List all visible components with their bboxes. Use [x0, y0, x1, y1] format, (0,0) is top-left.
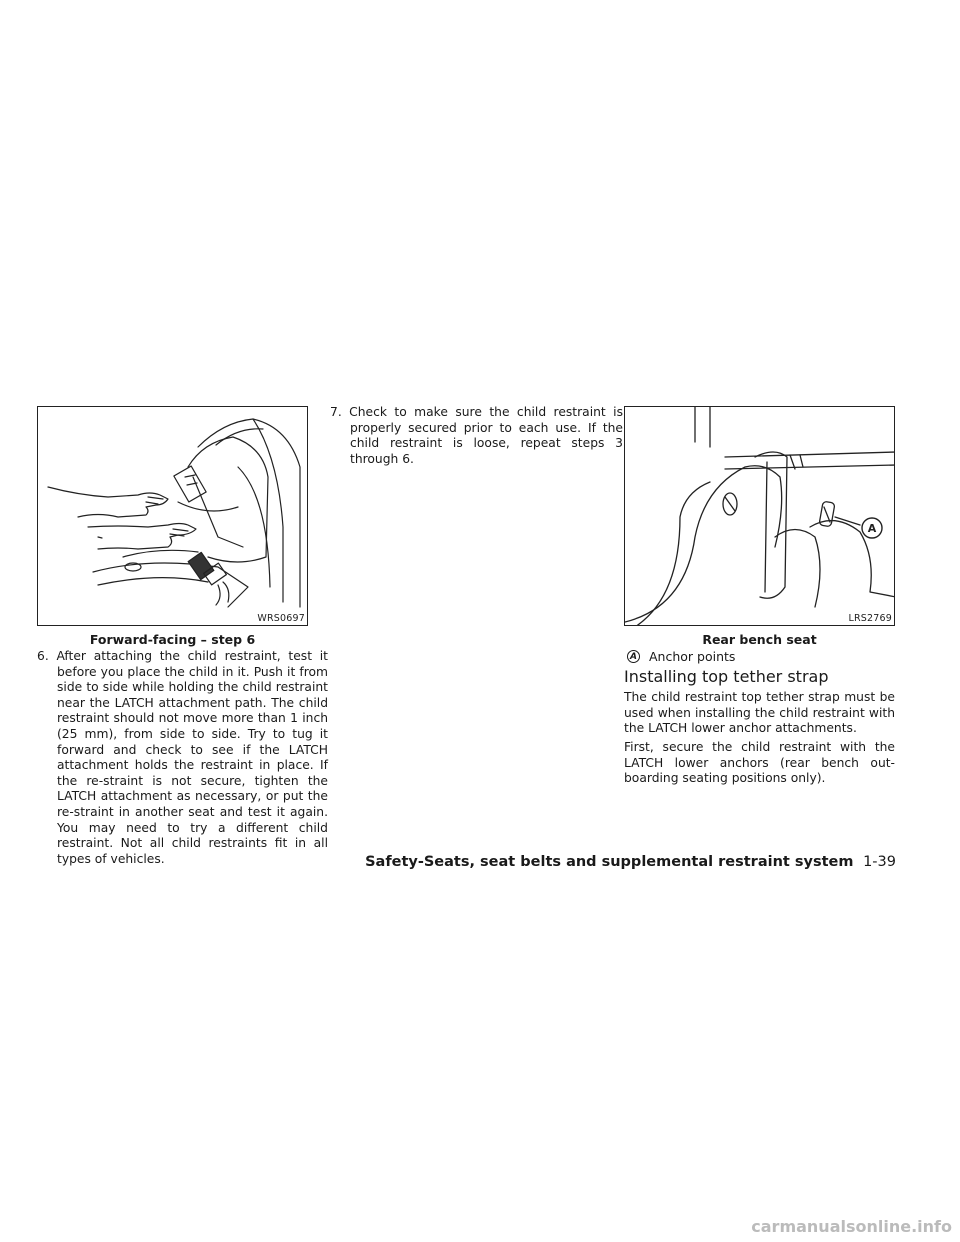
- watermark: carmanualsonline.info: [751, 1217, 952, 1236]
- figure-forward-facing: [37, 406, 308, 626]
- step-6-text: 6. After attaching the child restraint, test it before you place the child in it. Push it from side to side while holding the child restraint near the LATCH attachment path. The child restraint should not move more than 1 inch (25 mm), from side to side. Try to tug it forward and check to see if the LATCH attachment holds the restraint in place. If the re-straint is not secure, tighten the LATCH attachment as necessary, or put the re-straint in another seat and test it again. You may need to try a different child restraint. Not all child restraints fit in all types of vehicles.: [37, 649, 328, 866]
- figure-rear-bench-seat: [624, 406, 895, 626]
- figure-code: LRS2769: [848, 613, 892, 624]
- section-paragraph-1: The child restraint top tether strap must be used when installing the child restraint with the LATCH lower anchor attachments.: [624, 690, 895, 736]
- page-footer: [365, 854, 896, 870]
- legend-anchor-points: [624, 649, 735, 664]
- section-heading: Installing top tether strap: [624, 667, 829, 686]
- callout-a-label: A: [867, 522, 877, 535]
- figure-caption: Rear bench seat: [702, 632, 817, 647]
- child-seat-illustration: [38, 407, 308, 626]
- legend-key-a-icon: A: [627, 650, 640, 663]
- figure-code: WRS0697: [257, 613, 305, 624]
- step-7-text: 7. Check to make sure the child restraint is properly secured prior to each use. If the child restraint is loose, repeat steps 3 through 6.: [330, 405, 623, 466]
- legend-label: Anchor points: [649, 649, 736, 664]
- page-number: 1-39: [863, 854, 896, 870]
- figure-caption: Forward-facing – step 6: [89, 632, 256, 647]
- footer-title: Safety-Seats, seat belts and supplemental restraint system: [365, 854, 854, 870]
- rear-bench-illustration: [625, 407, 895, 626]
- section-paragraph-2: First, secure the child restraint with the LATCH lower anchors (rear bench out-boarding seating positions only).: [624, 740, 895, 786]
